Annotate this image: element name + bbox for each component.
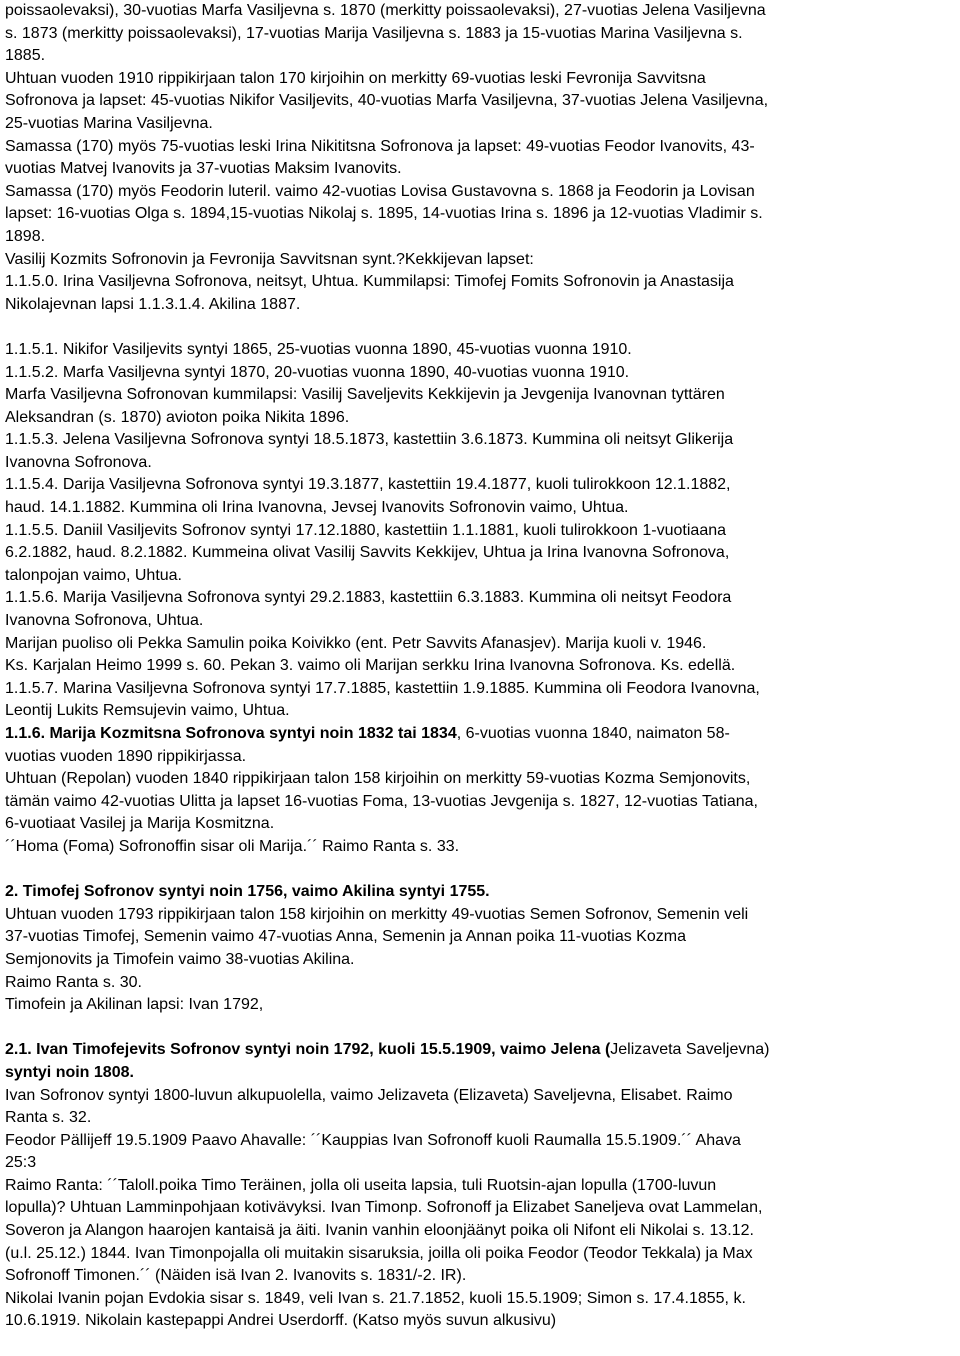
bold-text-run: 1.1.6. Marija Kozmitsna Sofronova syntyi noin 1832 tai 1834 — [5, 725, 457, 742]
text-run: Nikolai Ivanin pojan Evdokia sisar s. 1849, veli Ivan s. 21.7.1852, kuoli 15.5.1909; Simon s. 17.4.1855, k. — [5, 1289, 746, 1307]
text-line — [5, 881, 957, 904]
text-run: s. 1873 (merkitty poissaolevaksi), 17-vuotias Marija Vasiljevna s. 1883 ja 15-vuotias Marina Vasiljevna s. — [5, 24, 743, 42]
text-run: haud. 14.1.1882. Kummina oli Irina Ivanovna, Jevsej Ivanovits Sofronovin vaimo, Uhtua. — [5, 499, 629, 517]
text-run: , 6-vuotias vuonna 1840, naimaton 58- — [456, 725, 730, 742]
text-line — [5, 1152, 957, 1175]
text-line — [5, 203, 957, 226]
text-run: 6.2.1882, haud. 8.2.1882. Kummeina olivat Vasilij Savvits Kekkijev, Uhtua ja Irina Ivanovna Sofronova, — [5, 544, 730, 562]
text-line — [5, 813, 957, 836]
text-run: Ranta s. 32. — [5, 1109, 92, 1127]
text-line — [5, 723, 957, 746]
text-line — [5, 994, 957, 1017]
text-line — [5, 1265, 957, 1288]
text-line — [5, 497, 957, 520]
text-line — [5, 181, 957, 204]
text-run: Marfa Vasiljevna Sofronovan kummilapsi: Vasilij Saveljevits Kekkijevin ja Jevgenija Ivanovnan tyttären — [5, 386, 725, 404]
text-line — [5, 1085, 957, 1108]
text-line — [5, 407, 957, 430]
text-run: Leontij Lukits Remsujevin vaimo, Uhtua. — [5, 702, 290, 720]
text-line — [5, 1175, 957, 1198]
text-run: Marijan puoliso oli Pekka Samulin poika Koivikko (ent. Petr Savvits Afanasjev). Marija kuoli v. 1946. — [5, 634, 707, 652]
text-line — [5, 655, 957, 678]
text-line — [5, 1130, 957, 1153]
text-line — [5, 68, 957, 91]
text-run: 1.1.5.2. Marfa Vasiljevna syntyi 1870, 20-vuotias vuonna 1890, 40-vuotias vuonna 1910. — [5, 363, 630, 381]
text-run: 1.1.5.7. Marina Vasiljevna Sofronova syntyi 17.7.1885, kastettiin 1.9.1885. Kummina oli Feodora Ivanovna, — [5, 679, 760, 697]
text-run: 37-vuotias Timofej, Semenin vaimo 47-vuotias Anna, Semenin ja Annan poika 11-vuotias Kozma — [5, 928, 686, 946]
text-line — [5, 904, 957, 927]
text-run: Samassa (170) myös 75-vuotias leski Irina Nikititsna Sofronova ja lapset: 49-vuotias Feodor Ivanovits, 43- — [5, 137, 755, 155]
text-run: Sofronova ja lapset: 45-vuotias Nikifor Vasiljevits, 40-vuotias Marfa Vasiljevna, 37-vuotias Jelena Vasiljevna, — [5, 92, 769, 110]
text-line — [5, 1243, 957, 1266]
text-line — [5, 384, 957, 407]
text-run: Aleksandran (s. 1870) avioton poika Nikita 1896. — [5, 408, 350, 426]
text-run: 1.1.5.0. Irina Vasiljevna Sofronova, neitsyt, Uhtua. Kummilapsi: Timofej Fomits Sofronovin ja Anastasija — [5, 273, 734, 291]
text-run: vuotias vuoden 1890 rippikirjassa. — [5, 747, 247, 765]
text-line — [5, 452, 957, 475]
text-run: Ivan Sofronov syntyi 1800-luvun alkupuolella, vaimo Jelizaveta (Elizaveta) Saveljevna, Elisabet. Raimo — [5, 1086, 733, 1104]
text-run: Feodor Pällijeff 19.5.1909 Paavo Ahavalle: ´´Kauppias Ivan Sofronoff kuoli Raumalla 15.5.1909.´´ Ahava — [5, 1131, 741, 1149]
text-run: talonpojan vaimo, Uhtua. — [5, 566, 182, 584]
text-line — [5, 768, 957, 791]
blank-line — [5, 859, 957, 882]
text-run: lapset: 16-vuotias Olga s. 1894,15-vuotias Nikolaj s. 1895, 14-vuotias Irina s. 1896 ja 12-vuotias Vladimir s. — [5, 205, 763, 223]
text-line — [5, 339, 957, 362]
text-run: lopulla)? Uhtuan Lamminpohjaan kotivävyksi. Ivan Timonp. Sofronoff ja Elizabet Saneljeva ovat Lammelan, — [5, 1199, 763, 1217]
text-line — [5, 429, 957, 452]
text-line — [5, 1062, 957, 1085]
text-run: (u.l. 25.12.) 1844. Ivan Timonpojalla oli muitakin sisaruksia, joilla oli poika Feodor (Teodor Tekkala) ja Max — [5, 1244, 753, 1262]
text-run: Semjonovits ja Timofein vaimo 38-vuotias Akilina. — [5, 950, 355, 968]
text-run: Raimo Ranta s. 30. — [5, 973, 142, 991]
text-line — [5, 226, 957, 249]
text-run: 6-vuotiaat Vasilej ja Marija Kosmitzna. — [5, 815, 275, 833]
text-run: 25:3 — [5, 1154, 37, 1172]
text-line — [5, 1220, 957, 1243]
text-line — [5, 1310, 957, 1333]
text-line — [5, 791, 957, 814]
text-run: 1.1.5.6. Marija Vasiljevna Sofronova syntyi 29.2.1883, kastettiin 6.3.1883. Kummina oli neitsyt Feodora — [5, 589, 732, 607]
text-line — [5, 1288, 957, 1311]
text-run: Uhtuan vuoden 1910 rippikirjaan talon 170 kirjoihin on merkitty 69-vuotias leski Fevronija Savvitsna — [5, 69, 706, 87]
text-line — [5, 926, 957, 949]
text-run: Raimo Ranta: ´´Taloll.poika Timo Teräinen, jolla oli useita lapsia, tuli Ruotsin-ajan lopulla (1700-luvun — [5, 1176, 717, 1194]
text-line — [5, 23, 957, 46]
text-line — [5, 90, 957, 113]
text-line — [5, 746, 957, 769]
bold-text-run: syntyi noin 1808. — [5, 1063, 134, 1081]
text-run: Sofronoff Timonen.´´ (Näiden isä Ivan 2. Ivanovits s. 1831/-2. IR). — [5, 1267, 467, 1285]
text-line — [5, 700, 957, 723]
text-run: Samassa (170) myös Feodorin luteril. vaimo 42-vuotias Lovisa Gustavovna s. 1868 ja Feodorin ja Lovisan — [5, 182, 755, 200]
text-run: Timofein ja Akilinan lapsi: Ivan 1792, — [5, 996, 264, 1014]
text-run: 1898. — [5, 227, 46, 245]
text-line — [5, 633, 957, 656]
text-run: Uhtuan vuoden 1793 rippikirjaan talon 158 kirjoihin on merkitty 49-vuotias Semen Sofronov, Semenin veli — [5, 905, 749, 923]
text-run: Vasilij Kozmits Sofronovin ja Fevronija Savvitsnan synt.?Kekkijevan lapset: — [5, 250, 534, 268]
text-line — [5, 972, 957, 995]
text-run: 1.1.5.3. Jelena Vasiljevna Sofronova syntyi 18.5.1873, kastettiin 3.6.1873. Kummina oli neitsyt Glikerija — [5, 431, 734, 449]
text-line — [5, 1039, 957, 1062]
text-line — [5, 610, 957, 633]
text-run: 10.6.1919. Nikolain kastepappi Andrei Userdorff. (Katso myös suvun alkusivu) — [5, 1312, 557, 1330]
text-line — [5, 474, 957, 497]
text-line — [5, 565, 957, 588]
text-line — [5, 836, 957, 859]
text-run: Jelizaveta Saveljevna) — [610, 1041, 770, 1059]
text-line — [5, 678, 957, 701]
text-run: 1.1.5.1. Nikifor Vasiljevits syntyi 1865, 25-vuotias vuonna 1890, 45-vuotias vuonna 1910. — [5, 340, 632, 358]
text-line — [5, 1107, 957, 1130]
text-run: Ks. Karjalan Heimo 1999 s. 60. Pekan 3. vaimo oli Marijan serkku Irina Ivanovna Sofronova. Ks. edellä. — [5, 657, 736, 675]
text-line — [5, 249, 957, 272]
text-run: Soveron ja Alangon haarojen kantaisä ja äiti. Ivanin vanhin eloonjäänyt poika oli Nifont eli Nikolai s. 13.12. — [5, 1222, 754, 1240]
text-line — [5, 271, 957, 294]
text-line — [5, 0, 957, 23]
text-line — [5, 520, 957, 543]
blank-line — [5, 1017, 957, 1040]
text-run: 1885. — [5, 47, 46, 65]
text-run: tämän vaimo 42-vuotias Ulitta ja lapset 16-vuotias Foma, 13-vuotias Jevgenija s. 1827, 12-vuotias Tatiana, — [5, 792, 758, 810]
text-line — [5, 45, 957, 68]
blank-line — [5, 316, 957, 339]
bold-text-run: 2.1. Ivan Timofejevits Sofronov syntyi noin 1792, kuoli 15.5.1909, vaimo Jelena ( — [5, 1041, 611, 1059]
text-run: 1.1.5.4. Darija Vasiljevna Sofronova syntyi 19.3.1877, kastettiin 19.4.1877, kuoli tulirokkoon 12.1.1882, — [5, 476, 731, 494]
text-line — [5, 949, 957, 972]
document-body — [5, 0, 957, 1333]
text-line — [5, 1197, 957, 1220]
text-line — [5, 587, 957, 610]
text-run: Ivanovna Sofronova. — [5, 453, 152, 471]
text-run: 25-vuotias Marina Vasiljevna. — [5, 114, 213, 132]
text-line — [5, 136, 957, 159]
bold-text-run: 2. Timofej Sofronov syntyi noin 1756, vaimo Akilina syntyi 1755. — [5, 883, 490, 901]
text-run: 1.1.5.5. Daniil Vasiljevits Sofronov syntyi 17.12.1880, kastettiin 1.1.1881, kuoli tulirokkoon 1-vuotiaana — [5, 521, 727, 539]
text-line — [5, 113, 957, 136]
text-line — [5, 542, 957, 565]
text-run: vuotias Matvej Ivanovits ja 37-vuotias Maksim Ivanovits. — [5, 160, 402, 178]
text-run: Nikolajevnan lapsi 1.1.3.1.4. Akilina 1887. — [5, 295, 301, 313]
text-line — [5, 362, 957, 385]
text-run: Ivanovna Sofronova, Uhtua. — [5, 612, 204, 630]
text-run: ´´Homa (Foma) Sofronoffin sisar oli Marija.´´ Raimo Ranta s. 33. — [5, 837, 460, 855]
text-line — [5, 158, 957, 181]
text-line — [5, 294, 957, 317]
text-run: poissaolevaksi), 30-vuotias Marfa Vasiljevna s. 1870 (merkitty poissaolevaksi), 27-vuotias Jelena Vasiljevna — [5, 2, 766, 19]
text-run: Uhtuan (Repolan) vuoden 1840 rippikirjaan talon 158 kirjoihin on merkitty 59-vuotias Kozma Semjonovits, — [5, 770, 751, 788]
